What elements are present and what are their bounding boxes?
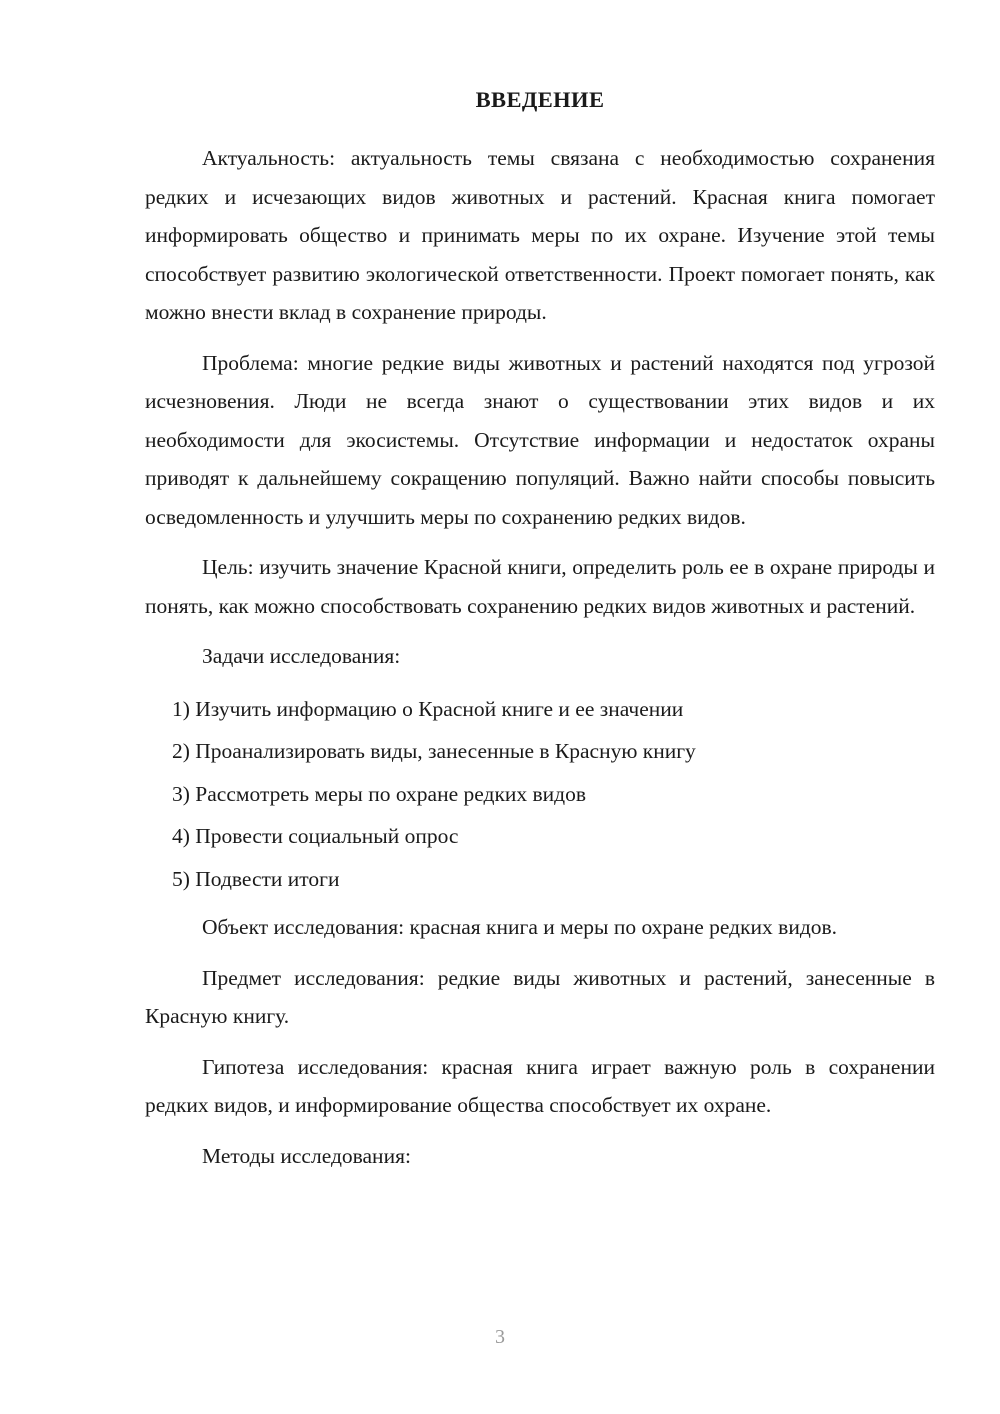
- page-title: ВВЕДЕНИЕ: [475, 87, 605, 112]
- paragraph-subject: Предмет исследования: редкие виды животных и растений, занесенные в Красную книгу.: [145, 965, 935, 1028]
- list-item: 4) Провести социальный опрос: [172, 824, 459, 848]
- methods-heading: Методы исследования:: [202, 1143, 411, 1168]
- list-item: 3) Рассмотреть меры по охране редких видов: [172, 781, 587, 806]
- paragraph-hypothesis: Гипотеза исследования: красная книга играет важную роль в сохранении редких видов, и информирование общества способствует их охране.: [145, 1054, 935, 1117]
- paragraph-object: Объект исследования: красная книга и меры по охране редких видов.: [202, 915, 838, 939]
- list-item: 2) Проанализировать виды, занесенные в Красную книгу: [172, 739, 696, 763]
- paragraph-relevance: Актуальность: актуальность темы связана с необходимостью сохранения редких и исчезающих видов животных и растений. Красная книга помогает информировать общество и принимать меры по их охране. Изучение этой темы способствует развитию экологической ответственности. Проект помогает понять, как можно внести вклад в сохранение природы.: [145, 146, 935, 324]
- tasks-heading: Задачи исследования:: [202, 644, 401, 668]
- list-item: 1) Изучить информацию о Красной книге и ее значении: [172, 696, 684, 721]
- paragraph-problem: Проблема: многие редкие виды животных и растений находятся под угрозой исчезновения. Люди не всегда знают о существовании этих видов и их необходимости для экосистемы. Отсутствие информации и недостаток охраны приводят к дальнейшему сокращению популяций. Важно найти способы повысить осведомленность и улучшить меры по сохранению редких видов.: [145, 350, 935, 529]
- list-item: 5) Подвести итоги: [172, 866, 340, 891]
- page-number: 3: [495, 1326, 505, 1348]
- tasks-list: [145, 690, 935, 899]
- document-body: [145, 86, 935, 1187]
- paragraph-goal: Цель: изучить значение Красной книги, определить роль ее в охране природы и понять, как можно способствовать сохранению редких видов животных и растений.: [145, 555, 935, 618]
